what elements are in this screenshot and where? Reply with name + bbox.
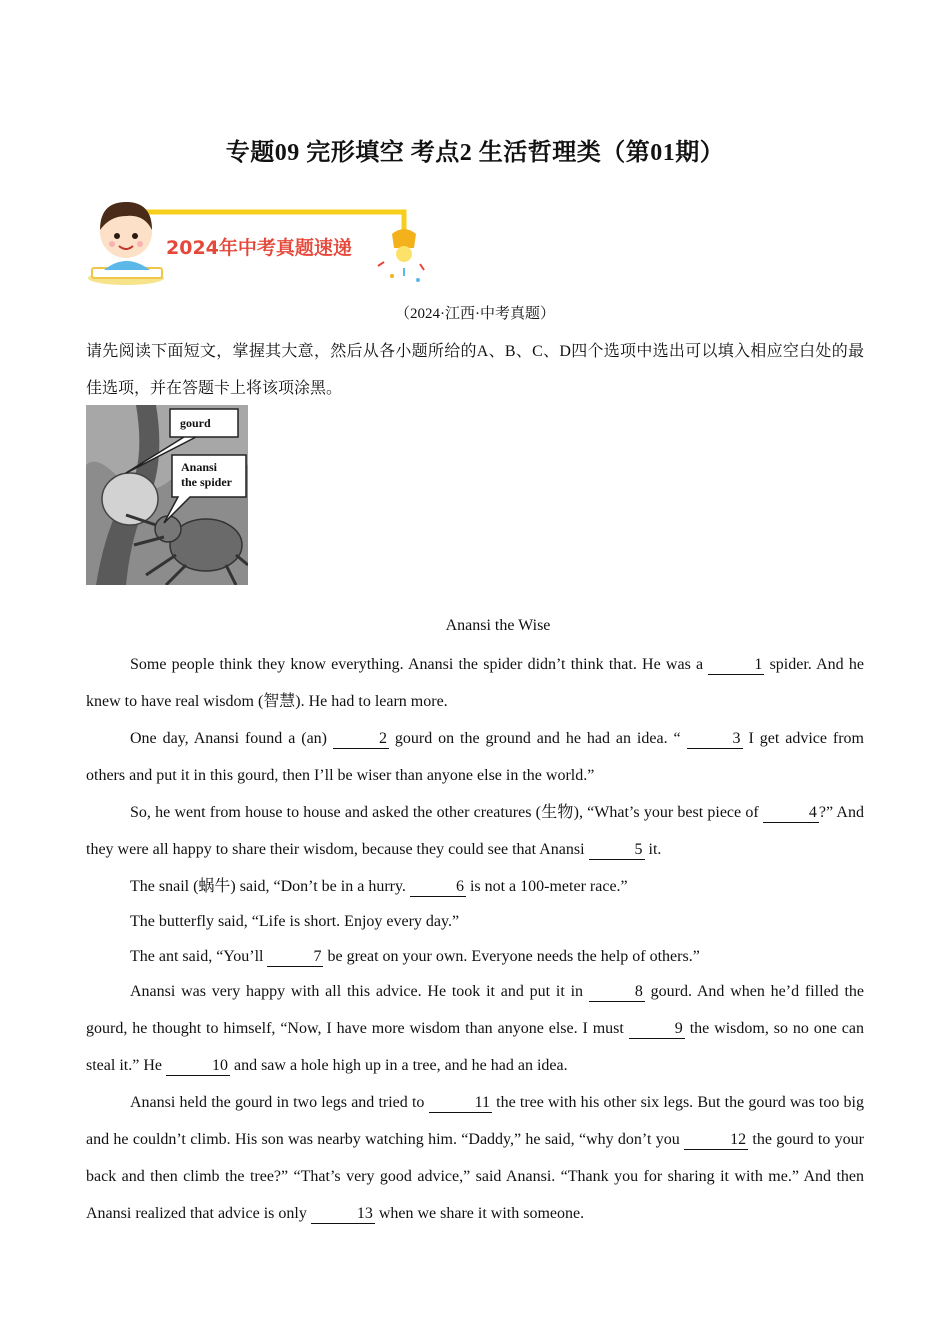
paragraph-3: [86, 794, 864, 868]
text-run: One day, Anansi found a (an): [130, 730, 333, 747]
blank-1: 1: [708, 656, 764, 675]
text-run: spider. And he knew to have real wisdom (智慧). He had to learn more.: [86, 656, 864, 710]
blank-6: 6: [410, 878, 466, 897]
paragraph-1: [86, 646, 864, 720]
page-title: 专题09 完形填空 考点2 生活哲理类（第01期）: [225, 140, 725, 166]
paragraph-2: [86, 720, 864, 794]
story-title: Anansi the Wise: [445, 617, 551, 634]
paragraph-5: [86, 903, 864, 940]
blank-9: 9: [629, 1020, 685, 1039]
text-run: be great on your own. Everyone needs the help of others.”: [323, 948, 700, 965]
text-run: the wisdom, so no one can steal it.” He: [86, 1020, 865, 1074]
text-run: So, he went from house to house and asked the other creatures (生物), “What’s your best piece of: [130, 804, 763, 821]
paragraph-8: [86, 1084, 864, 1232]
paragraph-7: [86, 973, 864, 1084]
paragraph-6: [86, 938, 864, 975]
text-run: The snail (蜗牛) said, “Don’t be in a hurry.: [130, 878, 410, 895]
blank-8: 8: [589, 983, 645, 1002]
text-run: the tree with his other six legs. But the gourd was too big and he couldn’t climb. His son was nearby watching him. “Daddy,” he said, “why don’t you: [86, 1094, 864, 1148]
blank-5: 5: [589, 841, 645, 860]
lamp-icon: [378, 229, 424, 282]
blank-7: 7: [267, 948, 323, 967]
paragraph-4: [86, 868, 864, 905]
text-run: it.: [644, 841, 662, 858]
section-banner: [86, 190, 426, 290]
blank-4: 4: [763, 804, 819, 823]
spider-label-line2: the spider: [181, 475, 232, 489]
blank-13: 13: [311, 1205, 375, 1224]
text-run: ?” And they were all happy to share their wisdom, because they could see that Anansi: [86, 804, 864, 858]
banner-text: 2024年中考真题速递: [166, 237, 352, 259]
story-body: [86, 646, 864, 1232]
blank-10: 10: [166, 1057, 230, 1076]
text-run: Anansi was very happy with all this advice. He took it and put it in: [130, 983, 589, 1000]
text-run: The butterfly said, “Life is short. Enjoy every day.”: [130, 913, 460, 930]
gourd-label: gourd: [180, 416, 211, 430]
text-run: gourd. And when he’d filled the gourd, he thought to himself, “Now, I have more wisdom than anyone else. I must: [86, 983, 865, 1037]
text-run: Anansi held the gourd in two legs and tried to: [130, 1094, 429, 1111]
instructions: 请先阅读下面短文，掌握其大意，然后从各小题所给的A、B、C、D四个选项中选出可以填入相应空白处的最佳选项，并在答题卡上将该项涂黑。: [86, 343, 864, 397]
illustration: [86, 405, 248, 585]
spider-label-line1: Anansi: [181, 460, 218, 474]
text-run: when we share it with someone.: [374, 1205, 585, 1222]
text-run: Some people think they know everything. Anansi the spider didn’t think that. He was a: [130, 656, 709, 673]
text-run: and saw a hole high up in a tree, and he had an idea.: [229, 1057, 568, 1074]
text-run: the gourd to your back and then climb the tree?” “That’s very good advice,” said Anansi. “Thank you for sharing it with me.” And then Anansi realized that advice is only: [86, 1131, 864, 1222]
text-run: I get advice from others and put it in this gourd, then I’ll be wiser than anyone else in the world.”: [86, 730, 864, 784]
text-run: is not a 100-meter race.”: [465, 878, 628, 895]
blank-3: 3: [687, 730, 743, 749]
text-run: gourd on the ground and he had an idea. “: [388, 730, 687, 747]
blank-12: 12: [684, 1131, 748, 1150]
blank-11: 11: [429, 1094, 492, 1113]
text-run: The ant said, “You’ll: [130, 948, 268, 965]
blank-2: 2: [333, 730, 389, 749]
banner-frame: [146, 212, 404, 230]
question-source: （2024·江西·中考真题）: [395, 306, 555, 322]
